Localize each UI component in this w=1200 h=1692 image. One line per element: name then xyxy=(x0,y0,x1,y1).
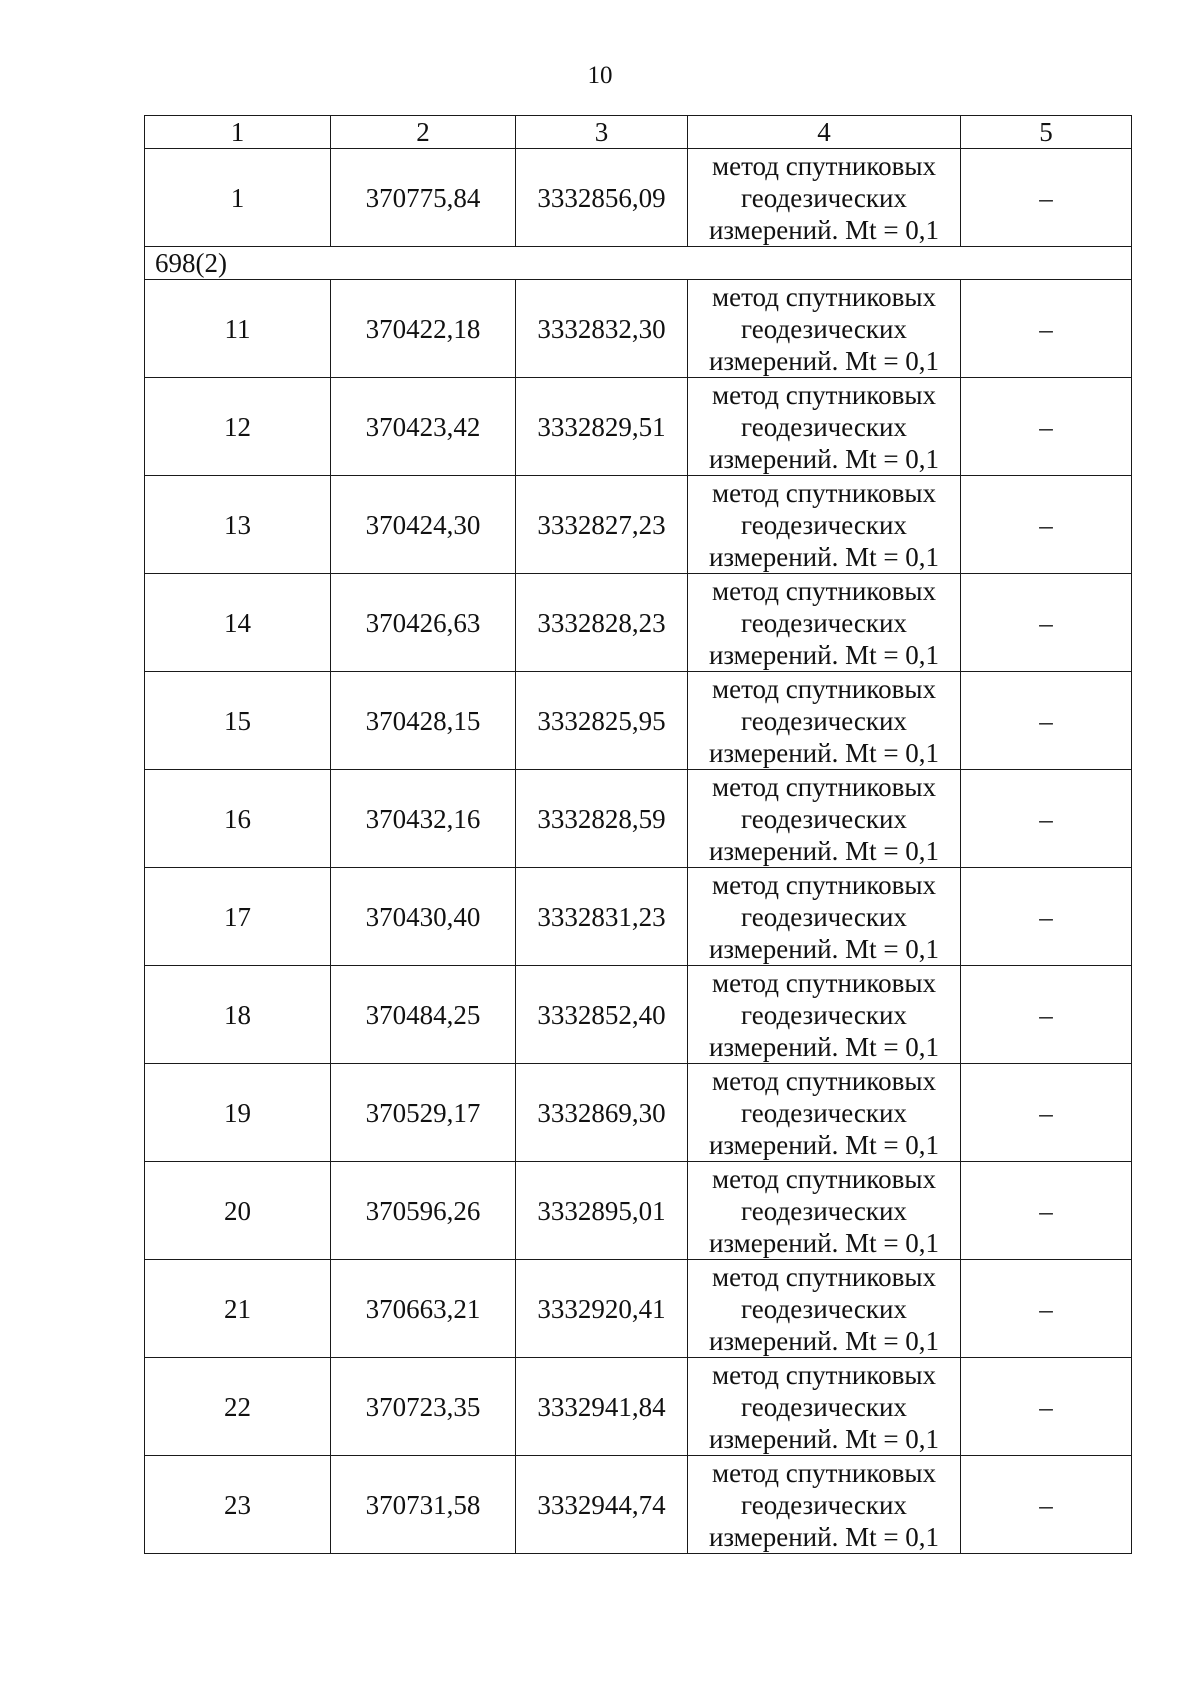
method-text-line: геодезических xyxy=(741,607,907,638)
point-number-cell: 18 xyxy=(145,966,331,1064)
method-text-line: метод спутниковых xyxy=(712,379,936,410)
y-coordinate-cell: 3332827,23 xyxy=(516,476,688,574)
x-coordinate-cell: 370422,18 xyxy=(331,280,516,378)
method-text-line: геодезических xyxy=(741,999,907,1030)
note-cell: – xyxy=(961,966,1132,1064)
method-cell xyxy=(688,672,961,770)
table-row xyxy=(145,1162,1132,1260)
x-coordinate-cell: 370663,21 xyxy=(331,1260,516,1358)
method-text-line: метод спутниковых xyxy=(712,477,936,508)
method-text-line: измерений. Mt = 0,1 xyxy=(708,1129,940,1160)
table-row xyxy=(145,280,1132,378)
method-cell xyxy=(688,770,961,868)
method-cell xyxy=(688,868,961,966)
x-coordinate-cell: 370775,84 xyxy=(331,149,516,247)
method-text-line: измерений. Mt = 0,1 xyxy=(708,1325,940,1356)
method-text-line: измерений. Mt = 0,1 xyxy=(708,345,940,376)
x-coordinate-cell: 370428,15 xyxy=(331,672,516,770)
method-text-line: геодезических xyxy=(741,901,907,932)
method-text-line: метод спутниковых xyxy=(712,967,936,998)
method-text-line: геодезических xyxy=(741,313,907,344)
method-text-line: измерений. Mt = 0,1 xyxy=(708,737,940,768)
y-coordinate-cell: 3332856,09 xyxy=(516,149,688,247)
method-text-line: метод спутниковых xyxy=(712,869,936,900)
group-row xyxy=(145,247,1132,280)
x-coordinate-cell: 370432,16 xyxy=(331,770,516,868)
method-text-line: измерений. Mt = 0,1 xyxy=(708,1521,940,1552)
note-cell: – xyxy=(961,1064,1132,1162)
method-text-line: геодезических xyxy=(741,411,907,442)
y-coordinate-cell: 3332941,84 xyxy=(516,1358,688,1456)
method-text-line: геодезических xyxy=(741,705,907,736)
x-coordinate-cell: 370731,58 xyxy=(331,1456,516,1554)
method-cell xyxy=(688,378,961,476)
note-cell: – xyxy=(961,1260,1132,1358)
method-cell xyxy=(688,280,961,378)
column-header: 1 xyxy=(145,116,331,149)
method-text-line: измерений. Mt = 0,1 xyxy=(708,639,940,670)
column-header: 4 xyxy=(688,116,961,149)
method-text-line: измерений. Mt = 0,1 xyxy=(708,1031,940,1062)
y-coordinate-cell: 3332944,74 xyxy=(516,1456,688,1554)
column-header: 3 xyxy=(516,116,688,149)
x-coordinate-cell: 370596,26 xyxy=(331,1162,516,1260)
y-coordinate-cell: 3332869,30 xyxy=(516,1064,688,1162)
method-text-line: метод спутниковых xyxy=(712,1457,936,1488)
method-text-line: измерений. Mt = 0,1 xyxy=(708,1227,940,1258)
note-cell: – xyxy=(961,378,1132,476)
point-number-cell: 12 xyxy=(145,378,331,476)
y-coordinate-cell: 3332825,95 xyxy=(516,672,688,770)
column-header: 2 xyxy=(331,116,516,149)
point-number-cell: 13 xyxy=(145,476,331,574)
point-number-cell: 14 xyxy=(145,574,331,672)
method-text-line: измерений. Mt = 0,1 xyxy=(708,835,940,866)
method-text-line: метод спутниковых xyxy=(712,1359,936,1390)
method-text-line: метод спутниковых xyxy=(712,575,936,606)
method-text-line: геодезических xyxy=(741,509,907,540)
table-row xyxy=(145,574,1132,672)
method-text-line: геодезических xyxy=(741,803,907,834)
method-text-line: метод спутниковых xyxy=(712,281,936,312)
method-text-line: измерений. Mt = 0,1 xyxy=(708,214,940,245)
table-row xyxy=(145,1456,1132,1554)
note-cell: – xyxy=(961,149,1132,247)
method-text-line: измерений. Mt = 0,1 xyxy=(708,933,940,964)
method-text-line: метод спутниковых xyxy=(712,1163,936,1194)
method-text-line: метод спутниковых xyxy=(712,150,936,181)
coordinates-table xyxy=(144,115,1132,1554)
table-row xyxy=(145,966,1132,1064)
method-text-line: геодезических xyxy=(741,182,907,213)
point-number-cell: 16 xyxy=(145,770,331,868)
method-cell xyxy=(688,476,961,574)
y-coordinate-cell: 3332920,41 xyxy=(516,1260,688,1358)
point-number-cell: 21 xyxy=(145,1260,331,1358)
note-cell: – xyxy=(961,868,1132,966)
method-text-line: метод спутниковых xyxy=(712,673,936,704)
method-text-line: геодезических xyxy=(741,1391,907,1422)
note-cell: – xyxy=(961,1358,1132,1456)
method-cell xyxy=(688,149,961,247)
x-coordinate-cell: 370424,30 xyxy=(331,476,516,574)
point-number-cell: 23 xyxy=(145,1456,331,1554)
table-header-row xyxy=(145,116,1132,149)
table-row xyxy=(145,149,1132,247)
note-cell: – xyxy=(961,1162,1132,1260)
group-label: 698(2) xyxy=(145,247,1132,280)
note-cell: – xyxy=(961,476,1132,574)
x-coordinate-cell: 370484,25 xyxy=(331,966,516,1064)
table-row xyxy=(145,476,1132,574)
method-text-line: геодезических xyxy=(741,1489,907,1520)
method-text-line: измерений. Mt = 0,1 xyxy=(708,541,940,572)
method-cell xyxy=(688,1456,961,1554)
method-cell xyxy=(688,574,961,672)
note-cell: – xyxy=(961,280,1132,378)
point-number-cell: 22 xyxy=(145,1358,331,1456)
point-number-cell: 1 xyxy=(145,149,331,247)
method-text-line: геодезических xyxy=(741,1097,907,1128)
table-row xyxy=(145,770,1132,868)
method-cell xyxy=(688,1162,961,1260)
y-coordinate-cell: 3332895,01 xyxy=(516,1162,688,1260)
x-coordinate-cell: 370426,63 xyxy=(331,574,516,672)
table-row xyxy=(145,378,1132,476)
note-cell: – xyxy=(961,1456,1132,1554)
method-cell xyxy=(688,1358,961,1456)
method-text-line: метод спутниковых xyxy=(712,1261,936,1292)
method-cell xyxy=(688,1260,961,1358)
note-cell: – xyxy=(961,574,1132,672)
point-number-cell: 15 xyxy=(145,672,331,770)
method-cell xyxy=(688,1064,961,1162)
column-header: 5 xyxy=(961,116,1132,149)
y-coordinate-cell: 3332828,59 xyxy=(516,770,688,868)
y-coordinate-cell: 3332831,23 xyxy=(516,868,688,966)
page-number: 10 xyxy=(587,62,613,89)
method-text-line: метод спутниковых xyxy=(712,771,936,802)
table-row xyxy=(145,1064,1132,1162)
y-coordinate-cell: 3332852,40 xyxy=(516,966,688,1064)
table-row xyxy=(145,1260,1132,1358)
x-coordinate-cell: 370529,17 xyxy=(331,1064,516,1162)
method-text-line: геодезических xyxy=(741,1293,907,1324)
x-coordinate-cell: 370430,40 xyxy=(331,868,516,966)
x-coordinate-cell: 370723,35 xyxy=(331,1358,516,1456)
method-text-line: геодезических xyxy=(741,1195,907,1226)
x-coordinate-cell: 370423,42 xyxy=(331,378,516,476)
point-number-cell: 17 xyxy=(145,868,331,966)
table-body xyxy=(145,116,1132,1554)
method-text-line: метод спутниковых xyxy=(712,1065,936,1096)
table-row xyxy=(145,868,1132,966)
point-number-cell: 11 xyxy=(145,280,331,378)
table-row xyxy=(145,1358,1132,1456)
table-row xyxy=(145,672,1132,770)
point-number-cell: 19 xyxy=(145,1064,331,1162)
note-cell: – xyxy=(961,672,1132,770)
note-cell: – xyxy=(961,770,1132,868)
point-number-cell: 20 xyxy=(145,1162,331,1260)
y-coordinate-cell: 3332828,23 xyxy=(516,574,688,672)
method-text-line: измерений. Mt = 0,1 xyxy=(708,1423,940,1454)
y-coordinate-cell: 3332832,30 xyxy=(516,280,688,378)
y-coordinate-cell: 3332829,51 xyxy=(516,378,688,476)
method-cell xyxy=(688,966,961,1064)
method-text-line: измерений. Mt = 0,1 xyxy=(708,443,940,474)
